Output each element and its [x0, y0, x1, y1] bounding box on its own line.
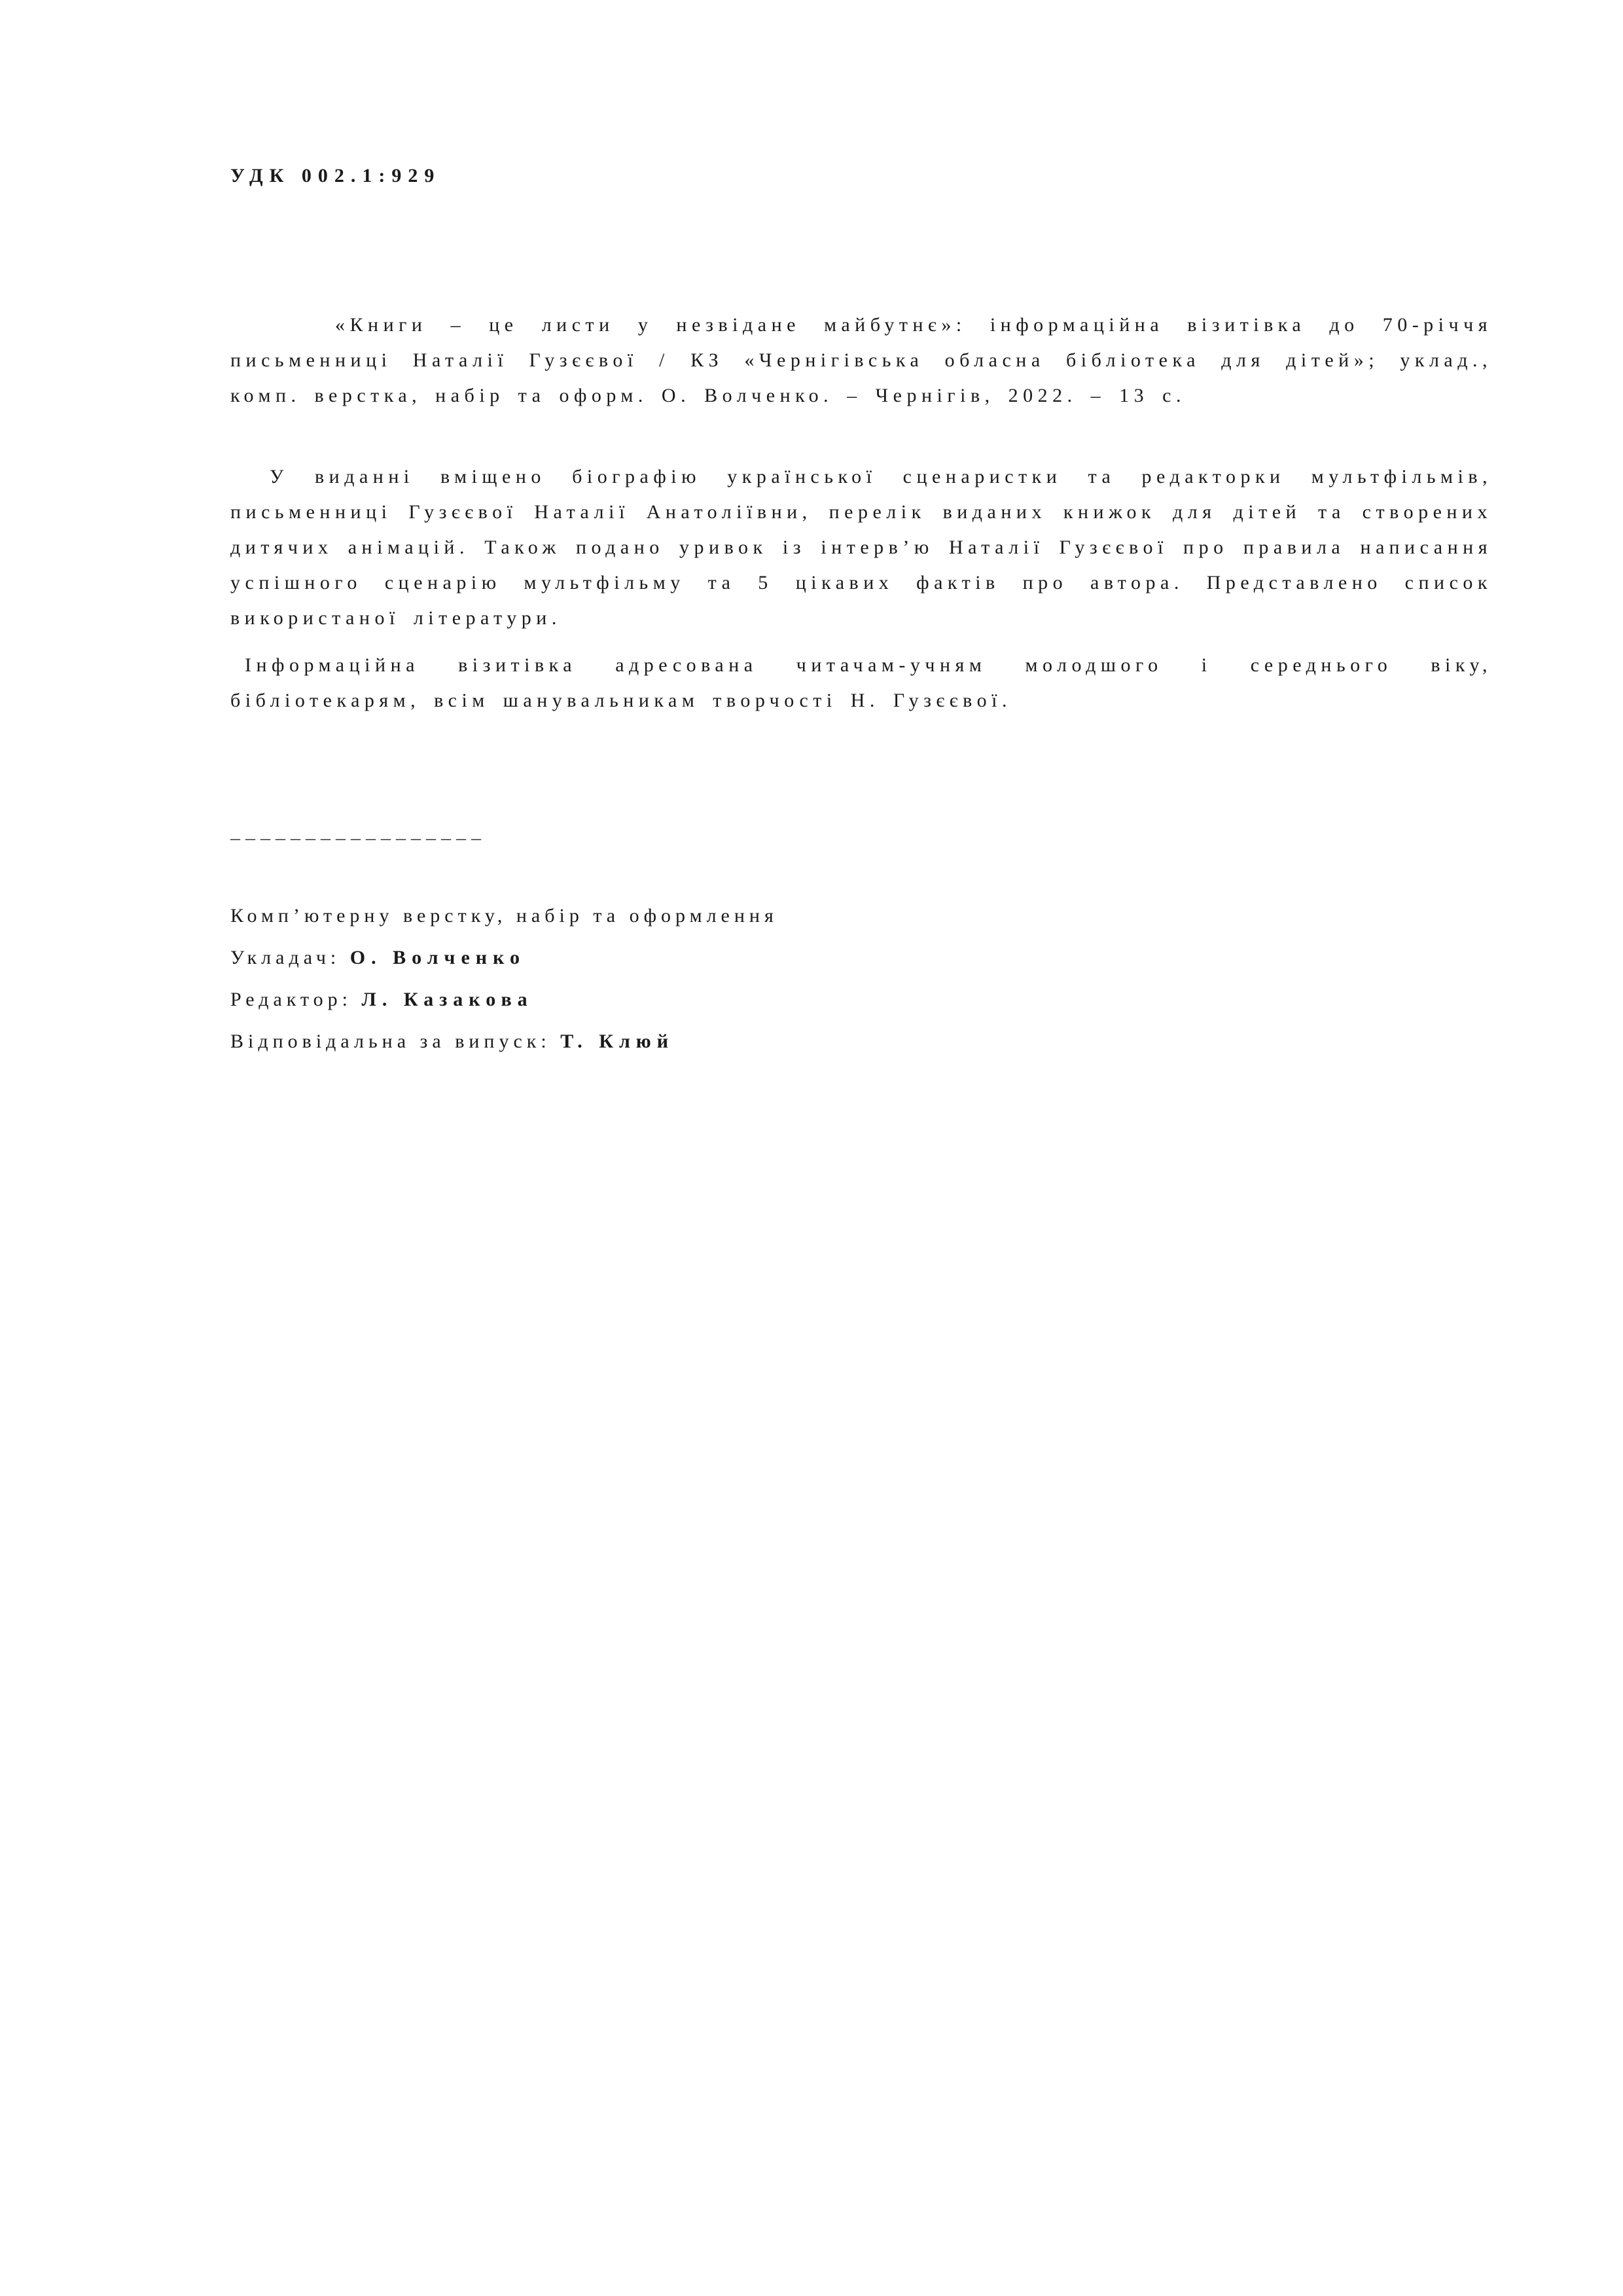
compiler-name: О. Волченко — [349, 947, 526, 968]
layout-line-text: Комп’ютерну верстку, набір та оформлення — [230, 905, 778, 927]
credits-compiler — [230, 937, 778, 979]
annotation-paragraph: У виданні вміщено біографію української сценаристки та редакторки мультфільмів, письменниці Гузєєвої Наталії Анатоліївни, перелік виданих книжок для дітей та створених дитячих анімацій. Також подано уривок із інтерв’ю Наталії Гузєєвої про правила написання успішного сценарію мультфільму та 5 цікавих фактів про автора. Представлено список використаної літератури. — [230, 466, 1492, 629]
credits-responsible — [230, 1021, 778, 1063]
responsible-name: Т. Клюй — [560, 1031, 675, 1052]
separator-line: _________________ — [230, 821, 486, 842]
credits-layout-line — [230, 895, 778, 937]
bibliographic-description: «Книги – це листи у незвідане майбутнє»: інформаційна візитівка до 70-річчя письменниці Наталії Гузєєвої / КЗ «Чернігівська обласна бібліотека для дітей»; уклад., комп. верстка, набір та оформ. О. Волченко. – Чернігів, 2022. – 13 с. — [230, 314, 1492, 406]
responsible-label: Відповідальна за випуск: — [230, 1031, 561, 1052]
audience-paragraph: Інформаційна візитівка адресована читачам-учням молодшого і середнього віку, бібліотекарям, всім шанувальникам творчості Н. Гузєєвої. — [230, 654, 1492, 711]
credits-block — [230, 895, 778, 1063]
compiler-label: Укладач: — [230, 947, 350, 968]
credits-editor — [230, 979, 778, 1021]
editor-label: Редактор: — [230, 989, 362, 1010]
udk-code: УДК 002.1:929 — [230, 165, 441, 186]
editor-name: Л. Казакова — [361, 989, 533, 1010]
